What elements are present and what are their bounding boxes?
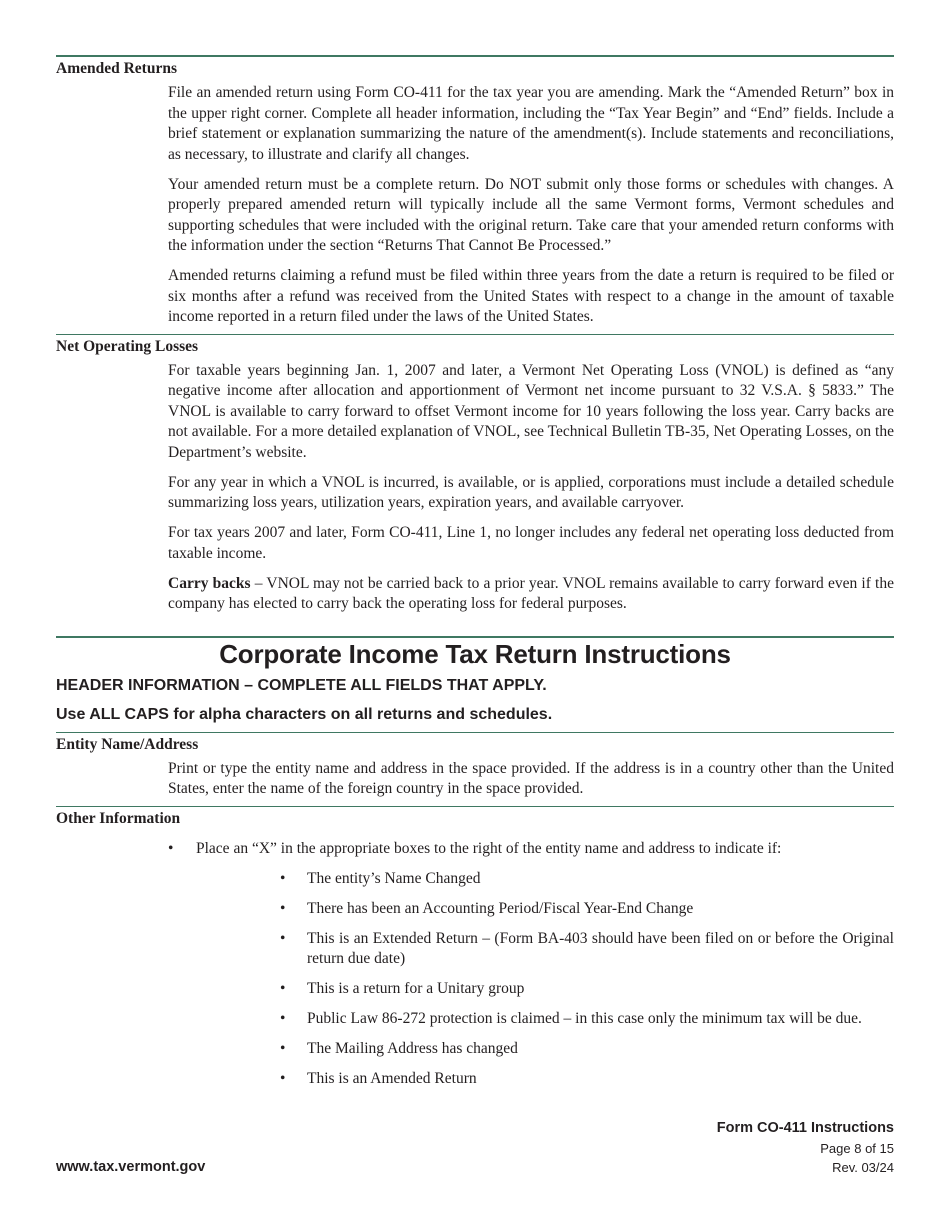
header-information-heading: HEADER INFORMATION – COMPLETE ALL FIELDS THAT APPLY.: [56, 676, 547, 694]
page-content: [56, 0, 894, 1099]
nol-heading: Net Operating Losses: [56, 337, 199, 355]
amended-paragraph-3: Amended returns claiming a refund must be filed within three years from the date a return is required to be filed or six months after a refund was received from the United States with respect to a change in the amount of taxable income reported in a return filed under the laws of the United States.: [168, 267, 894, 325]
section-divider: [56, 732, 894, 733]
other-information-heading: Other Information: [56, 809, 181, 827]
nol-paragraph-1: For taxable years beginning Jan. 1, 2007 and later, a Vermont Net Operating Loss (VNOL) is defined as “any negative income after allocation and apportionment of Vermont net income pursuant to 32 V.S.A. § 5833.” The VNOL is available to carry forward to offset Vermont income for 10 years following the loss year. Carry backs are not available. For a more detailed explanation of VNOL, see Technical Bulletin TB-35, Net Operating Losses, on the Department’s website.: [168, 361, 894, 461]
section-divider: [56, 334, 894, 335]
page-title: Corporate Income Tax Return Instructions: [219, 638, 731, 669]
list-item: • This is an Extended Return – (Form BA-403 should have been filed on or before the Original return due date): [280, 929, 894, 967]
amended-paragraph-2: Your amended return must be a complete return. Do NOT submit only those forms or schedules with changes. A properly prepared amended return will typically include all the same Vermont forms, Vermont schedules and supporting schedules that were included with the original return. Take care that your amended return conforms with the information under the section “Returns That Cannot Be Processed.”: [168, 175, 894, 254]
page-number: Page 8 of 15: [820, 1141, 894, 1156]
section-divider: [56, 806, 894, 807]
list-item: • The Mailing Address has changed: [280, 1040, 518, 1057]
website-url: www.tax.vermont.gov: [56, 1159, 206, 1175]
nol-paragraph-2: For any year in which a VNOL is incurred, is available, or is applied, corporations must include a detailed schedule summarizing loss years, utilization years, expiration years, and available carryover.: [168, 473, 894, 511]
amended-returns-heading: Amended Returns: [56, 60, 177, 77]
carry-backs-label: Carry backs: [168, 574, 251, 592]
entity-heading: Entity Name/Address: [56, 735, 199, 753]
list-item: • This is an Amended Return: [280, 1070, 477, 1087]
amended-paragraph-1: File an amended return using Form CO-411 for the tax year you are amending. Mark the “Amended Return” box in the upper right corner. Complete all header information, including the “Tax Year Begin” and “End” fields. Include a brief statement or explanation summarizing the nature of the amendment(s). Include statements and reconciliations, as necessary, to illustrate and clarify all changes.: [168, 84, 894, 163]
list-item: • There has been an Accounting Period/Fiscal Year-End Change: [280, 899, 694, 917]
list-item: • The entity’s Name Changed: [280, 869, 481, 887]
section-divider: [56, 636, 894, 638]
form-title: Form CO-411 Instructions: [716, 1120, 894, 1136]
nol-paragraph-3: For tax years 2007 and later, Form CO-411, Line 1, no longer includes any federal net operating loss deducted from taxable income.: [168, 524, 894, 562]
list-item: • This is a return for a Unitary group: [280, 980, 525, 997]
other-information-list: [168, 839, 894, 1090]
section-divider: [56, 55, 894, 57]
revision-date: Rev. 03/24: [832, 1160, 894, 1175]
checkbox-options-list: [280, 869, 894, 1090]
nol-paragraph-4: Carry backs – VNOL may not be carried back to a prior year. VNOL remains available to carry forward even if the company has elected to carry back the operating loss for federal purposes.: [168, 574, 894, 612]
list-item: • Place an “X” in the appropriate boxes to the right of the entity name and address to indicate if: • The entity’s Name Changed • There has been an Accounting Period/Fiscal Year-End Change • This is an Extended Return – (Form BA-403 should have been filed on or before the Original return due date) • This is a return for a Unitary group • Public Law 86-272 protection is claimed – in this case only the minimum tax will be due. • The Mailing Address has changed • This is an Amended Return: [168, 839, 894, 1090]
entity-paragraph: Print or type the entity name and address in the space provided. If the address is in a country other than the United States, enter the name of the foreign country in the space provided.: [168, 759, 894, 797]
caps-note: Use ALL CAPS for alpha characters on all returns and schedules.: [56, 705, 553, 723]
list-item: • Public Law 86-272 protection is claimed – in this case only the minimum tax will be due.: [280, 1010, 862, 1027]
